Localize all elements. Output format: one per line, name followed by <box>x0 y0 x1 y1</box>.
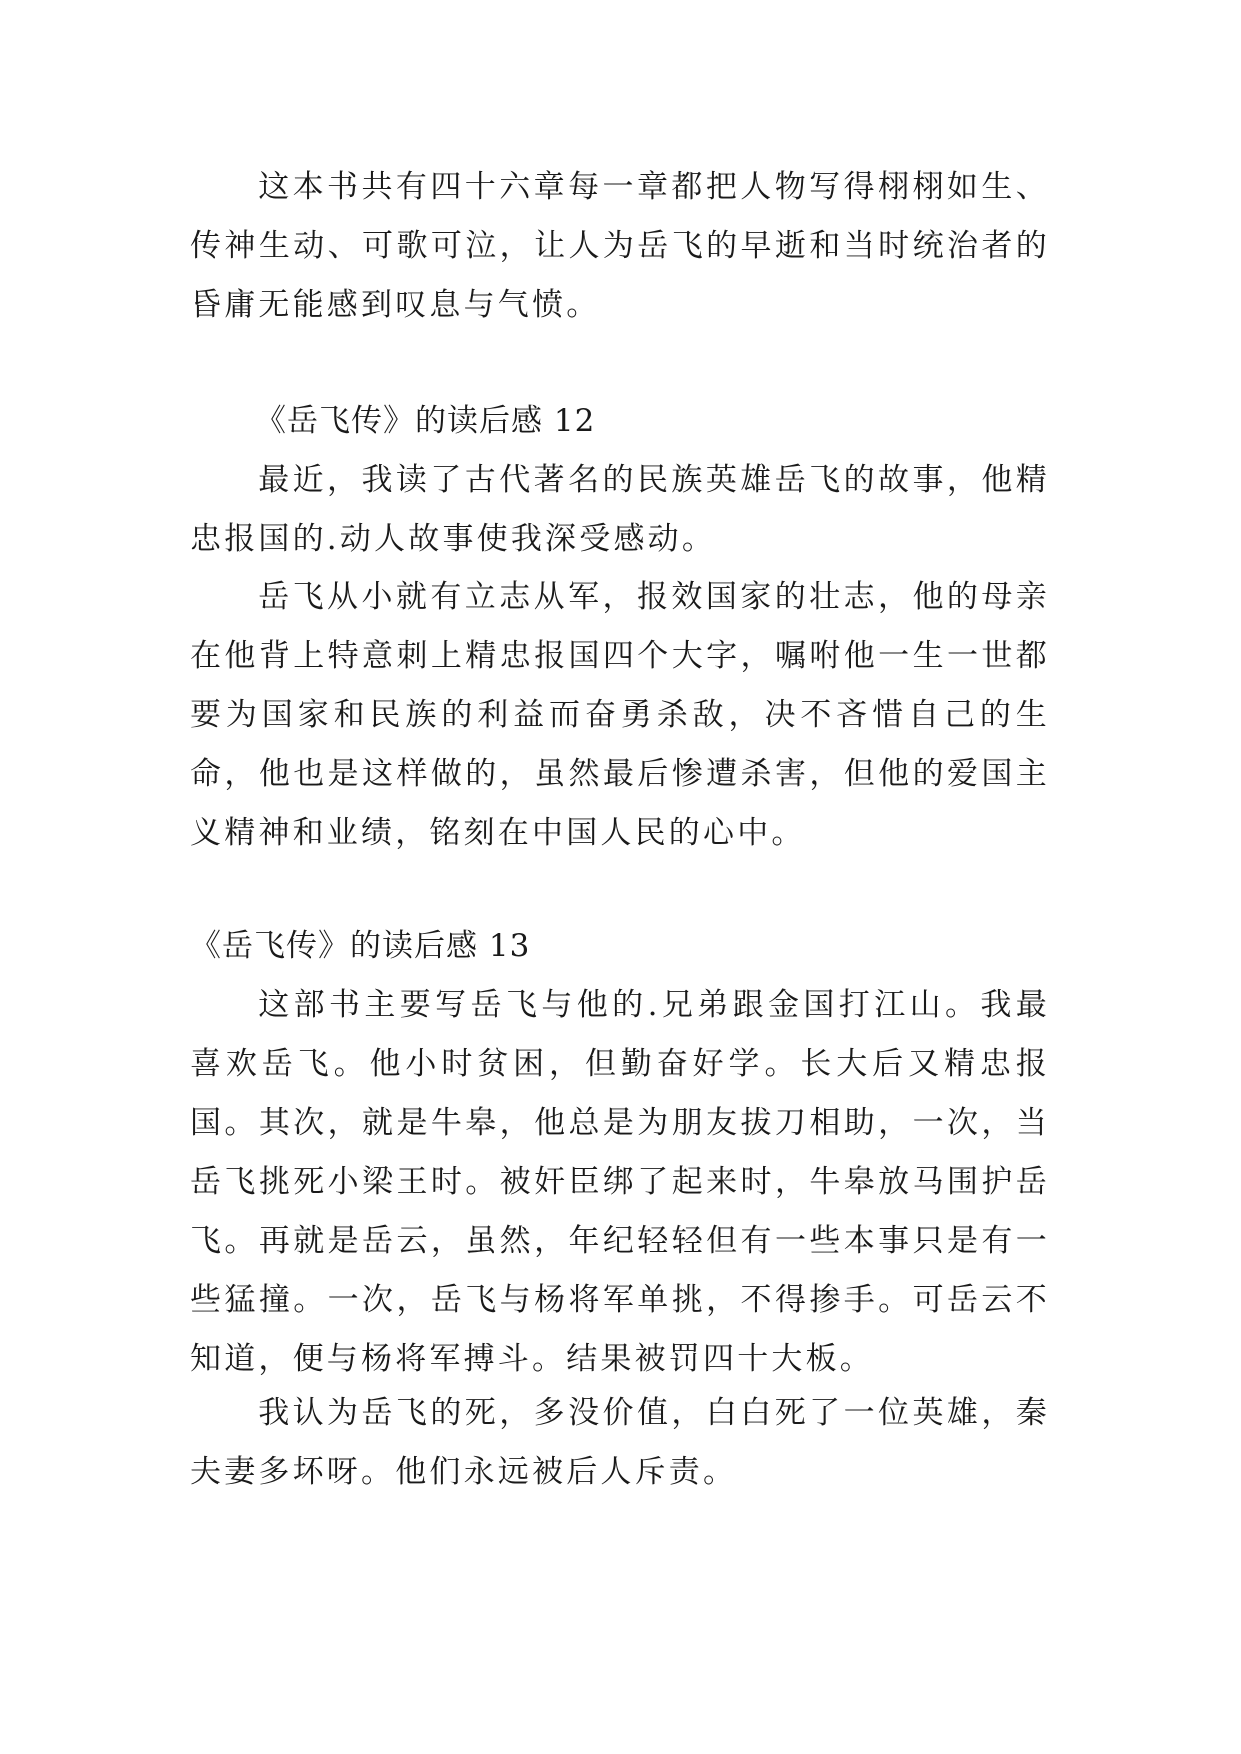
section-13-paragraph-1: 这部书主要写岳飞与他的.兄弟跟金国打江山。我最喜欢岳飞。他小时贫困，但勤奋好学。长大后又精忠报国。其次，就是牛皋，他总是为朋友拔刀相助，一次，当岳飞挑死小梁王时。被奸臣绑了起来时，牛皋放马围护岳飞。再就是岳云，虽然，年纪轻轻但有一些本事只是有一些猛撞。一次，岳飞与杨将军单挑，不得掺手。可岳云不知道，便与杨将军搏斗。结果被罚四十大板。 <box>190 987 1050 1377</box>
section-13-paragraph-2: 我认为岳飞的死，多没价值，白白死了一位英雄，秦夫妻多坏呀。他们永远被后人斥责。 <box>190 1395 1050 1490</box>
section-12-heading: 《岳飞传》的读后感 12 <box>255 403 596 439</box>
section-12-paragraph-2: 岳飞从小就有立志从军，报效国家的壮志，他的母亲在他背上特意刺上精忠报国四个大字，嘱咐他一生一世都要为国家和民族的利益而奋勇杀敌，决不吝惜自己的生命，他也是这样做的，虽然最后惨遭杀害，但他的爱国主义精神和业绩，铭刻在中国人民的心中。 <box>190 579 1050 851</box>
intro-paragraph: 这本书共有四十六章每一章都把人物写得栩栩如生、传神生动、可歌可泣，让人为岳飞的早逝和当时统治者的昏庸无能感到叹息与气愤。 <box>190 169 1050 323</box>
section-12-paragraph-1: 最近，我读了古代著名的民族英雄岳飞的故事，他精忠报国的.动人故事使我深受感动。 <box>190 462 1050 557</box>
section-13-heading: 《岳飞传》的读后感 13 <box>190 928 531 964</box>
